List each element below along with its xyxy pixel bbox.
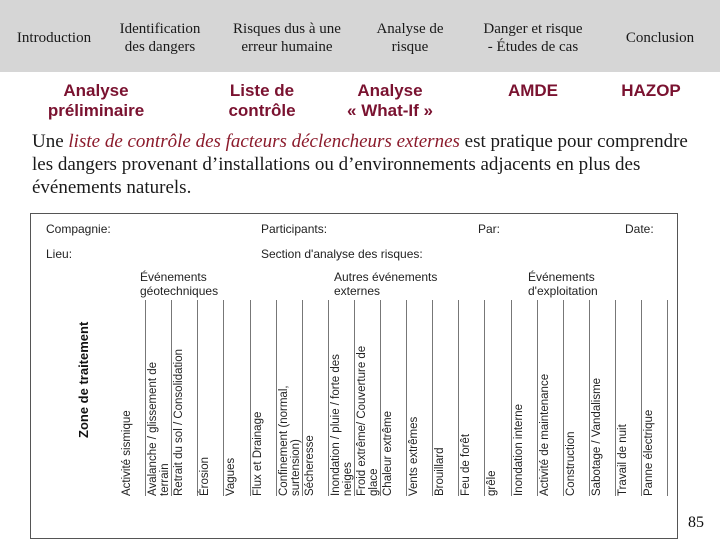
column-divider [328,300,329,496]
subnav-liste-controle[interactable] [210,81,314,121]
column-header [225,458,237,496]
column-header-line1: Froid extrême/ Couverture de [355,345,368,496]
nav-analyse-line1: Analyse de [376,21,444,37]
column-divider [354,300,355,496]
group-geotechniques-line1: Événements [140,270,207,284]
subnav-liste-line1: Liste de [229,81,295,100]
page-number: 85 [688,514,704,531]
column-divider [276,300,277,496]
column-header-line1: Activité sismique [121,410,133,496]
column-header [199,457,211,496]
subnav-preliminaire-line1: Analyse [63,81,129,100]
field-section-analyse: Section d'analyse des risques: [261,247,423,261]
heading-part2: est pratique pour comprendre les dangers provenant d’installations ou d’environnements adjacents en plus des événements naturels. [32,131,688,198]
nav-identification-dangers[interactable] [104,20,216,56]
nav-risques-erreur-humaine[interactable] [222,20,352,56]
column-header-line1: Feu de forêt [460,433,473,496]
nav-introduction[interactable] [6,29,102,47]
column-header-line1: Chaleur extrême [382,410,394,496]
subnav-whatif-line2: « What-If » [347,101,433,120]
subnav-what-if[interactable] [330,81,450,121]
column-header [147,362,171,496]
column-divider [302,300,303,496]
group-autres-line1: Autres événements [334,270,438,284]
nav-conclusion[interactable] [608,29,712,47]
nav-danger-line2: - Études de cas [487,39,579,55]
column-divider [484,300,485,496]
column-header [643,410,655,496]
column-header [460,434,472,496]
subnav-whatif-line1: Analyse [357,81,423,100]
column-header-line2: terrain [159,463,172,496]
column-header [617,424,629,496]
column-header [591,378,603,496]
nav-risques-line1: Risques dus à une [233,21,341,37]
column-divider [615,300,616,496]
column-header [434,447,446,496]
heading-part1: Une [32,131,69,152]
group-geotechniques [140,270,218,298]
nav-analyse-risque[interactable] [360,20,460,56]
column-divider [537,300,538,496]
nav-introduction-label: Introduction [16,30,92,46]
column-header [539,374,551,496]
column-divider [380,300,381,496]
subnav-amde[interactable] [488,81,578,101]
field-participants: Participants: [261,222,328,236]
group-geotechniques-line2: géotechniques [140,284,219,298]
subnav-analyse-preliminaire[interactable] [26,81,166,121]
nav-etudes-de-cas[interactable] [468,20,598,56]
column-header [252,412,264,496]
field-lieu: Lieu: [46,247,73,261]
column-header-line1: Sécheresse [303,435,316,496]
column-divider [667,300,668,496]
subnav-liste-line2: contrôle [228,101,296,120]
column-header-line1: grêle [486,470,499,496]
column-header-line1: Travail de nuit [616,424,629,496]
slide-heading [32,130,692,199]
group-autres-line2: externes [334,284,381,298]
column-header [486,470,498,496]
column-divider [641,300,642,496]
column-header-line2: neiges [341,462,354,496]
nav-analyse-line2: risque [391,39,429,55]
column-header-line2: surtension) [289,439,302,496]
column-header [565,431,577,496]
field-compagnie: Compagnie: [46,222,111,236]
column-header [173,349,185,496]
column-header-line1: Inondation interne [512,403,525,496]
subnav-hazop-label: HAZOP [621,81,681,100]
column-header-line1: Panne électrique [643,409,655,496]
nav-danger-line1: Danger et risque [483,21,583,37]
column-divider [145,300,146,496]
column-divider [511,300,512,496]
column-header-line1: Érosion [199,457,212,496]
column-header [408,417,420,496]
column-header [304,435,316,496]
field-par: Par: [478,222,501,236]
column-header-line1: Confinement (normal, [277,385,290,496]
column-header [121,410,133,496]
column-header [382,411,394,496]
column-divider [563,300,564,496]
heading-highlight: liste de contrôle des facteurs déclencheurs externes [68,131,460,152]
column-header-line1: Activité de maintenance [538,373,551,496]
subnav-preliminaire-line2: préliminaire [47,101,145,120]
column-header-line1: Vents extrêmes [408,416,421,496]
column-header-line1: Flux et Drainage [251,411,264,496]
column-header-line1: Inondation / pluie / forte des [329,354,342,496]
column-divider [589,300,590,496]
zone-traitement-label: Zone de traitement [76,321,91,438]
nav-risques-line2: erreur humaine [241,39,333,55]
group-exploitation-line2: d'exploitation [528,284,598,298]
group-autres-externes [334,270,437,298]
column-header-line2: glace [367,468,380,496]
column-header-line1: Brouillard [434,447,447,496]
nav-identification-line1: Identification [119,21,201,37]
column-header [330,354,354,496]
top-navigation [0,0,720,72]
column-header-line1: Avalanche / glissement de [147,361,160,496]
column-header [356,346,380,496]
column-header-line1: Retrait du sol / Consolidation [173,348,186,496]
group-exploitation-line1: Événements [528,270,595,284]
nav-identification-line2: des dangers [124,39,196,55]
column-divider [406,300,407,496]
field-date: Date: [625,222,654,236]
group-exploitation [528,270,598,298]
column-header-line1: Sabotage / Vandalisme [590,377,603,496]
column-header [513,404,525,496]
subnav-hazop[interactable] [606,81,696,101]
column-header-line1: Vagues [225,457,238,496]
subnav-amde-label: AMDE [507,81,559,100]
column-divider [250,300,251,496]
column-header-line1: Construction [564,431,577,496]
column-header [278,385,302,496]
nav-conclusion-label: Conclusion [625,30,695,46]
